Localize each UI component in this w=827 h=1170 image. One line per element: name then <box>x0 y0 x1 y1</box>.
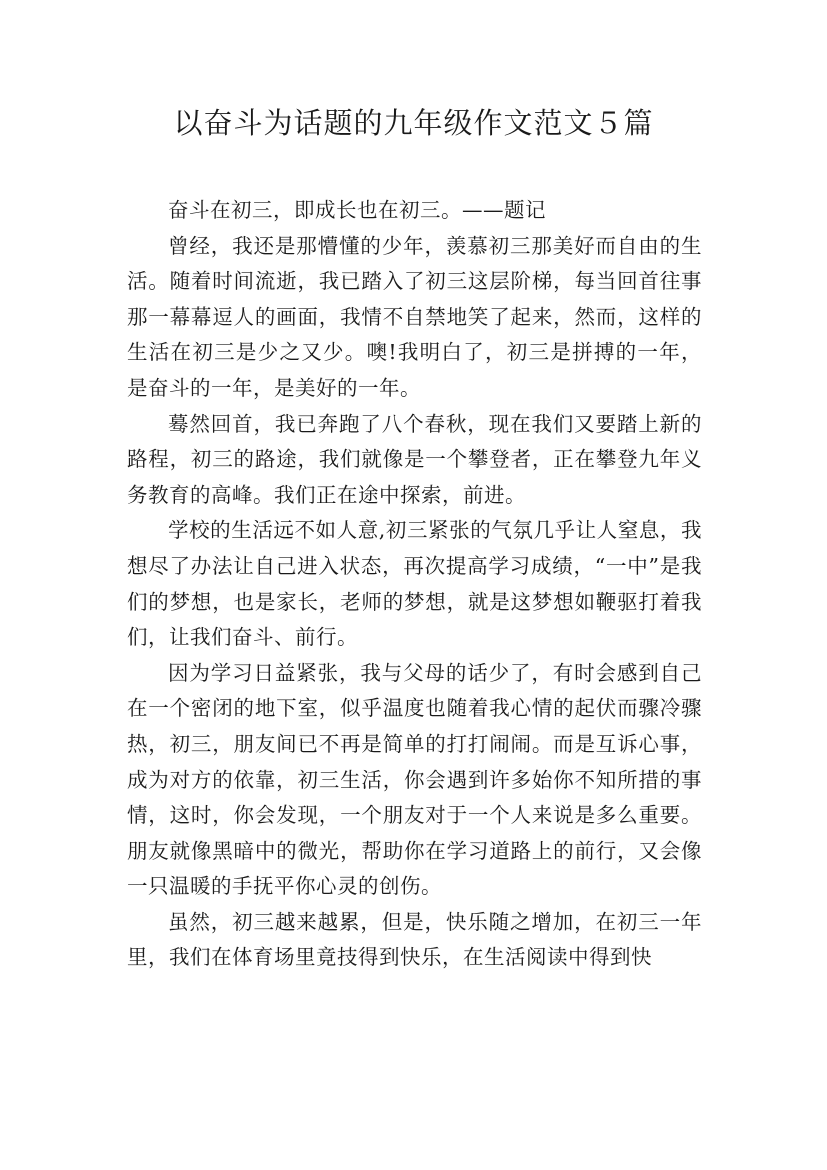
paragraph: 奋斗在初三，即成长也在初三。——题记 <box>168 198 546 222</box>
paragraph: 虽然，初三越来越累，但是，快乐随之增加，在初三一年里，我们在体育场里竟技得到快乐，在生活阅读中得到快 <box>127 909 702 970</box>
paragraph: 蓦然回首，我已奔跑了八个春秋，现在我们又要踏上新的路程，初三的路途，我们就像是一个攀登者，正在攀登九年义务教育的高峰。我们正在途中探索，前进。 <box>127 411 702 507</box>
paragraph: 因为学习日益紧张，我与父母的话少了，有时会感到自己在一个密闭的地下室，似乎温度也随着我心情的起伏而骤冷骤热，初三，朋友间已不再是简单的打打闹闹。而是互诉心事，成为对方的依靠，初三生活，你会遇到许多始你不知所措的事情，这时，你会发现，一个朋友对于一个人来说是多么重要。朋友就像黑暗中的微光，帮助你在学习道路上的前行，又会像一只温暖的手抚平你心灵的创伤。 <box>127 660 702 899</box>
document-body <box>127 193 702 976</box>
paragraph: 学校的生活远不如人意,初三紧张的气氛几乎让人窒息，我想尽了办法让自己进入状态，再次提高学习成绩，“一中”是我们的梦想，也是家长，老师的梦想，就是这梦想如鞭驱打着我们，让我们奋斗、前行。 <box>127 518 702 650</box>
paragraph: 曾经，我还是那懵懂的少年，羡慕初三那美好而自由的生活。随着时间流逝，我已踏入了初三这层阶梯，每当回首往事那一幕幕逗人的画面，我情不自禁地笑了起来，然而，这样的生活在初三是少之又少。噢!我明白了，初三是拼搏的一年，是奋斗的一年，是美好的一年。 <box>127 233 702 400</box>
document-title: 以奋斗为话题的九年级作文范文５篇 <box>173 106 654 140</box>
